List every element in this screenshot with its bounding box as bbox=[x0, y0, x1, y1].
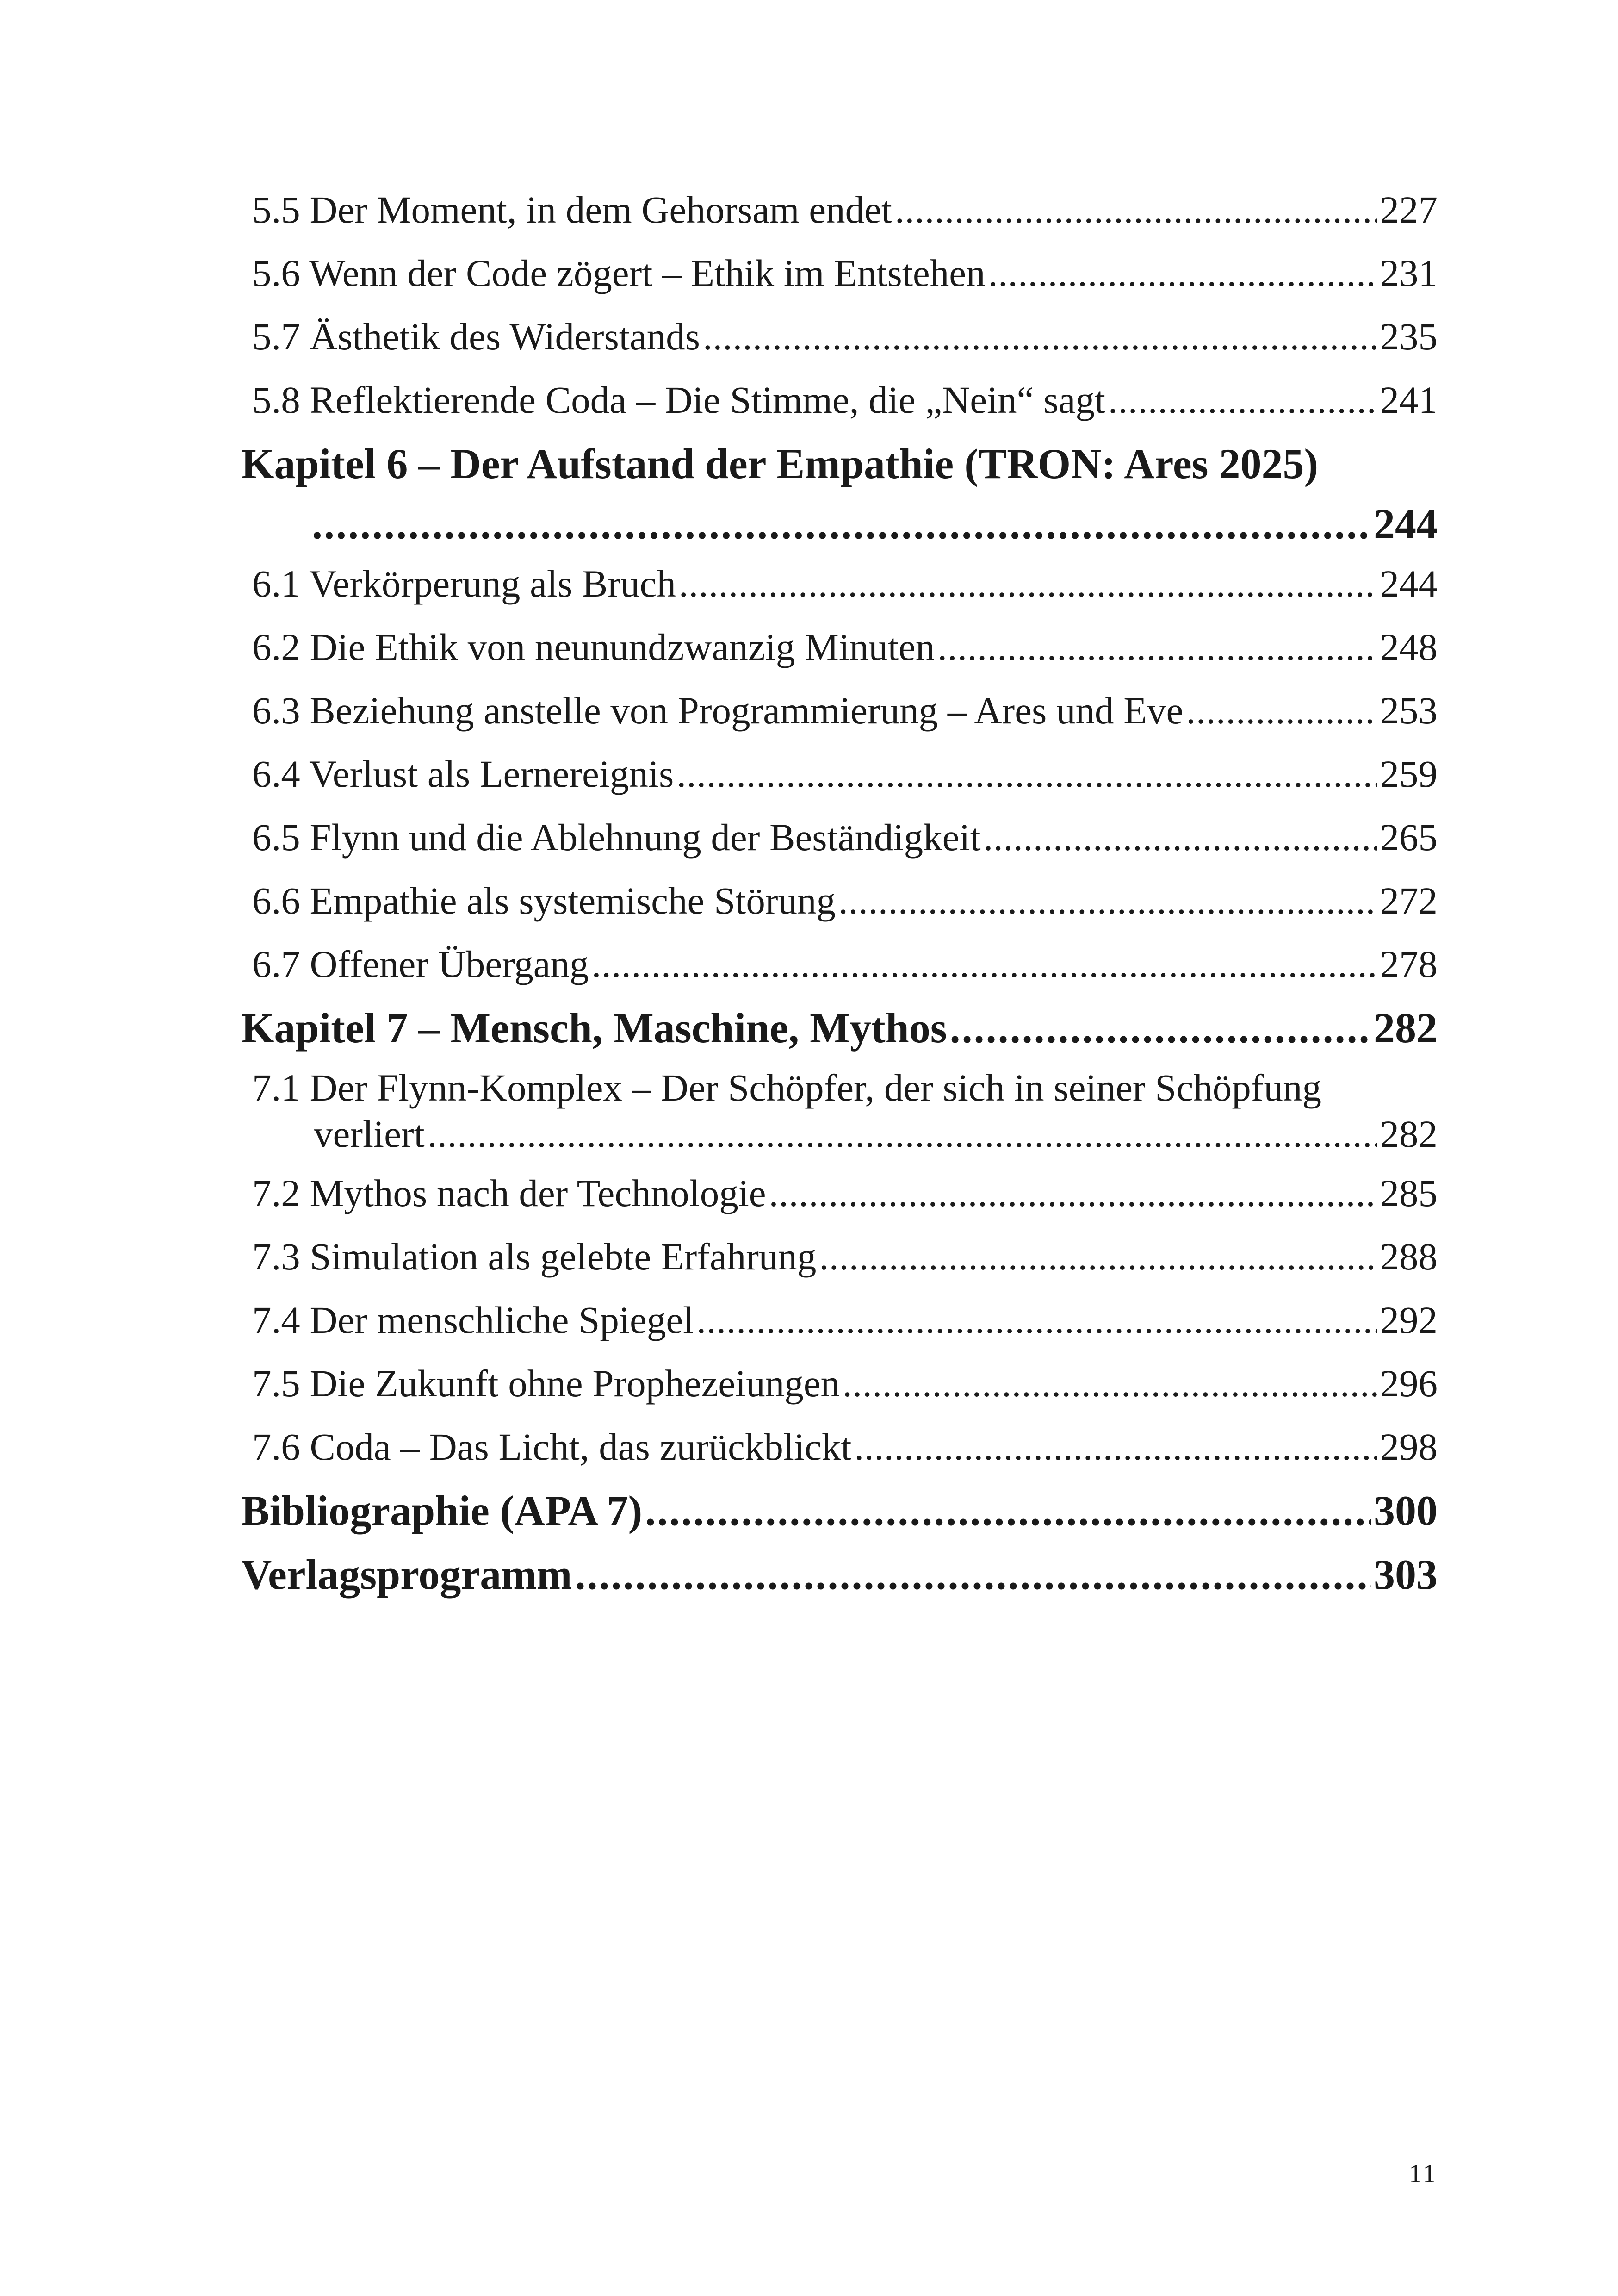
toc-entry-page: 278 bbox=[1380, 943, 1438, 985]
dot-leader bbox=[937, 616, 1377, 679]
toc-chapter-page: 282 bbox=[1374, 1004, 1438, 1052]
table-of-contents bbox=[241, 178, 1438, 1606]
toc-entry-title: 6.5 Flynn und die Ablehnung der Beständigkeit bbox=[252, 816, 981, 859]
toc-entry-5-8[interactable] bbox=[241, 368, 1438, 432]
toc-entry-5-7[interactable] bbox=[241, 305, 1438, 368]
dot-leader bbox=[703, 305, 1377, 368]
toc-entry-title: 6.7 Offener Übergang bbox=[252, 943, 589, 985]
dot-leader bbox=[988, 242, 1377, 305]
toc-entry-title: 5.7 Ästhetik des Widerstands bbox=[252, 315, 700, 358]
toc-entry-title: 5.5 Der Moment, in dem Gehorsam endet bbox=[252, 188, 892, 231]
toc-entry-6-5[interactable] bbox=[241, 806, 1438, 869]
page-number: 11 bbox=[1409, 2159, 1438, 2188]
toc-entry-title: 6.1 Verkörperung als Bruch bbox=[252, 562, 676, 605]
toc-chapter-6[interactable] bbox=[241, 432, 1438, 552]
toc-entry-6-4[interactable] bbox=[241, 742, 1438, 806]
toc-entry-5-5[interactable] bbox=[241, 178, 1438, 242]
dot-leader bbox=[696, 1288, 1377, 1352]
toc-chapter-title: Kapitel 7 – Mensch, Maschine, Mythos bbox=[241, 1004, 947, 1052]
toc-entry-title: 5.8 Reflektierende Coda – Die Stimme, die „Nein“ sagt bbox=[252, 379, 1105, 421]
dot-leader bbox=[819, 1225, 1377, 1288]
toc-chapter-title: Kapitel 6 – Der Aufstand der Empathie (TRON: Ares 2025) bbox=[241, 440, 1319, 487]
toc-entry-title: 7.3 Simulation als gelebte Erfahrung bbox=[252, 1235, 817, 1278]
toc-entry-6-7[interactable] bbox=[241, 933, 1438, 996]
toc-chapter-page: 300 bbox=[1374, 1487, 1438, 1534]
toc-entry-page: 253 bbox=[1380, 689, 1438, 732]
dot-leader bbox=[843, 1352, 1377, 1415]
toc-entry-page: 265 bbox=[1380, 816, 1438, 859]
toc-entry-page: 227 bbox=[1380, 188, 1438, 231]
toc-verlagsprogramm[interactable] bbox=[241, 1543, 1438, 1606]
toc-entry-page: 298 bbox=[1380, 1425, 1438, 1468]
dot-leader bbox=[1186, 679, 1377, 742]
toc-entry-page: 285 bbox=[1380, 1172, 1438, 1214]
toc-entry-title: 7.1 Der Flynn-Komplex – Der Schöpfer, der sich in seiner Schöpfung bbox=[252, 1066, 1321, 1109]
toc-entry-5-6[interactable] bbox=[241, 242, 1438, 305]
dot-leader bbox=[575, 1543, 1371, 1606]
toc-entry-page: 248 bbox=[1380, 626, 1438, 668]
toc-entry-page: 292 bbox=[1380, 1299, 1438, 1341]
toc-entry-title: 7.5 Die Zukunft ohne Prophezeiungen bbox=[252, 1362, 840, 1405]
toc-entry-page: 231 bbox=[1380, 252, 1438, 294]
dot-leader bbox=[679, 552, 1377, 616]
dot-leader bbox=[312, 496, 1371, 552]
toc-entry-page: 244 bbox=[1380, 562, 1438, 605]
toc-entry-page: 282 bbox=[1380, 1113, 1438, 1155]
dot-leader bbox=[592, 933, 1377, 996]
dot-leader bbox=[676, 742, 1377, 806]
toc-entry-page: 296 bbox=[1380, 1362, 1438, 1405]
toc-entry-7-3[interactable] bbox=[241, 1225, 1438, 1288]
toc-entry-title: 6.2 Die Ethik von neunundzwanzig Minuten bbox=[252, 626, 935, 668]
toc-entry-title: 7.4 Der menschliche Spiegel bbox=[252, 1299, 694, 1341]
dot-leader bbox=[769, 1162, 1377, 1225]
dot-leader bbox=[950, 996, 1371, 1060]
toc-chapter-title: Verlagsprogramm bbox=[241, 1551, 572, 1598]
toc-entry-6-2[interactable] bbox=[241, 616, 1438, 679]
toc-entry-title: 6.3 Beziehung anstelle von Programmierung – Ares und Eve bbox=[252, 689, 1184, 732]
dot-leader bbox=[838, 869, 1377, 933]
dot-leader bbox=[854, 1415, 1377, 1479]
dot-leader bbox=[1108, 368, 1377, 432]
toc-entry-page: 235 bbox=[1380, 315, 1438, 358]
toc-entry-title: 5.6 Wenn der Code zögert – Ethik im Entstehen bbox=[252, 252, 986, 294]
toc-entry-7-1[interactable] bbox=[241, 1060, 1438, 1162]
toc-chapter-page: 303 bbox=[1374, 1551, 1438, 1598]
toc-entry-title-continued: verliert bbox=[314, 1113, 425, 1155]
toc-entry-7-6[interactable] bbox=[241, 1415, 1438, 1479]
toc-entry-6-3[interactable] bbox=[241, 679, 1438, 742]
toc-entry-page: 259 bbox=[1380, 753, 1438, 795]
toc-entry-page: 288 bbox=[1380, 1235, 1438, 1278]
toc-entry-6-1[interactable] bbox=[241, 552, 1438, 616]
toc-entry-title: 7.2 Mythos nach der Technologie bbox=[252, 1172, 766, 1214]
toc-entry-7-4[interactable] bbox=[241, 1288, 1438, 1352]
toc-chapter-page: 244 bbox=[1374, 500, 1438, 548]
toc-entry-7-2[interactable] bbox=[241, 1162, 1438, 1225]
toc-chapter-title: Bibliographie (APA 7) bbox=[241, 1487, 643, 1534]
toc-entry-7-5[interactable] bbox=[241, 1352, 1438, 1415]
toc-entry-6-6[interactable] bbox=[241, 869, 1438, 933]
toc-entry-page: 241 bbox=[1380, 379, 1438, 421]
toc-entry-page: 272 bbox=[1380, 879, 1438, 922]
toc-bibliography[interactable] bbox=[241, 1479, 1438, 1543]
toc-chapter-7[interactable] bbox=[241, 996, 1438, 1060]
toc-entry-title: 6.6 Empathie als systemische Störung bbox=[252, 879, 836, 922]
toc-entry-title: 7.6 Coda – Das Licht, das zurückblickt bbox=[252, 1425, 852, 1468]
dot-leader bbox=[428, 1111, 1377, 1157]
dot-leader bbox=[895, 178, 1377, 242]
toc-entry-title: 6.4 Verlust als Lernereignis bbox=[252, 753, 674, 795]
dot-leader bbox=[984, 806, 1377, 869]
dot-leader bbox=[645, 1479, 1371, 1543]
